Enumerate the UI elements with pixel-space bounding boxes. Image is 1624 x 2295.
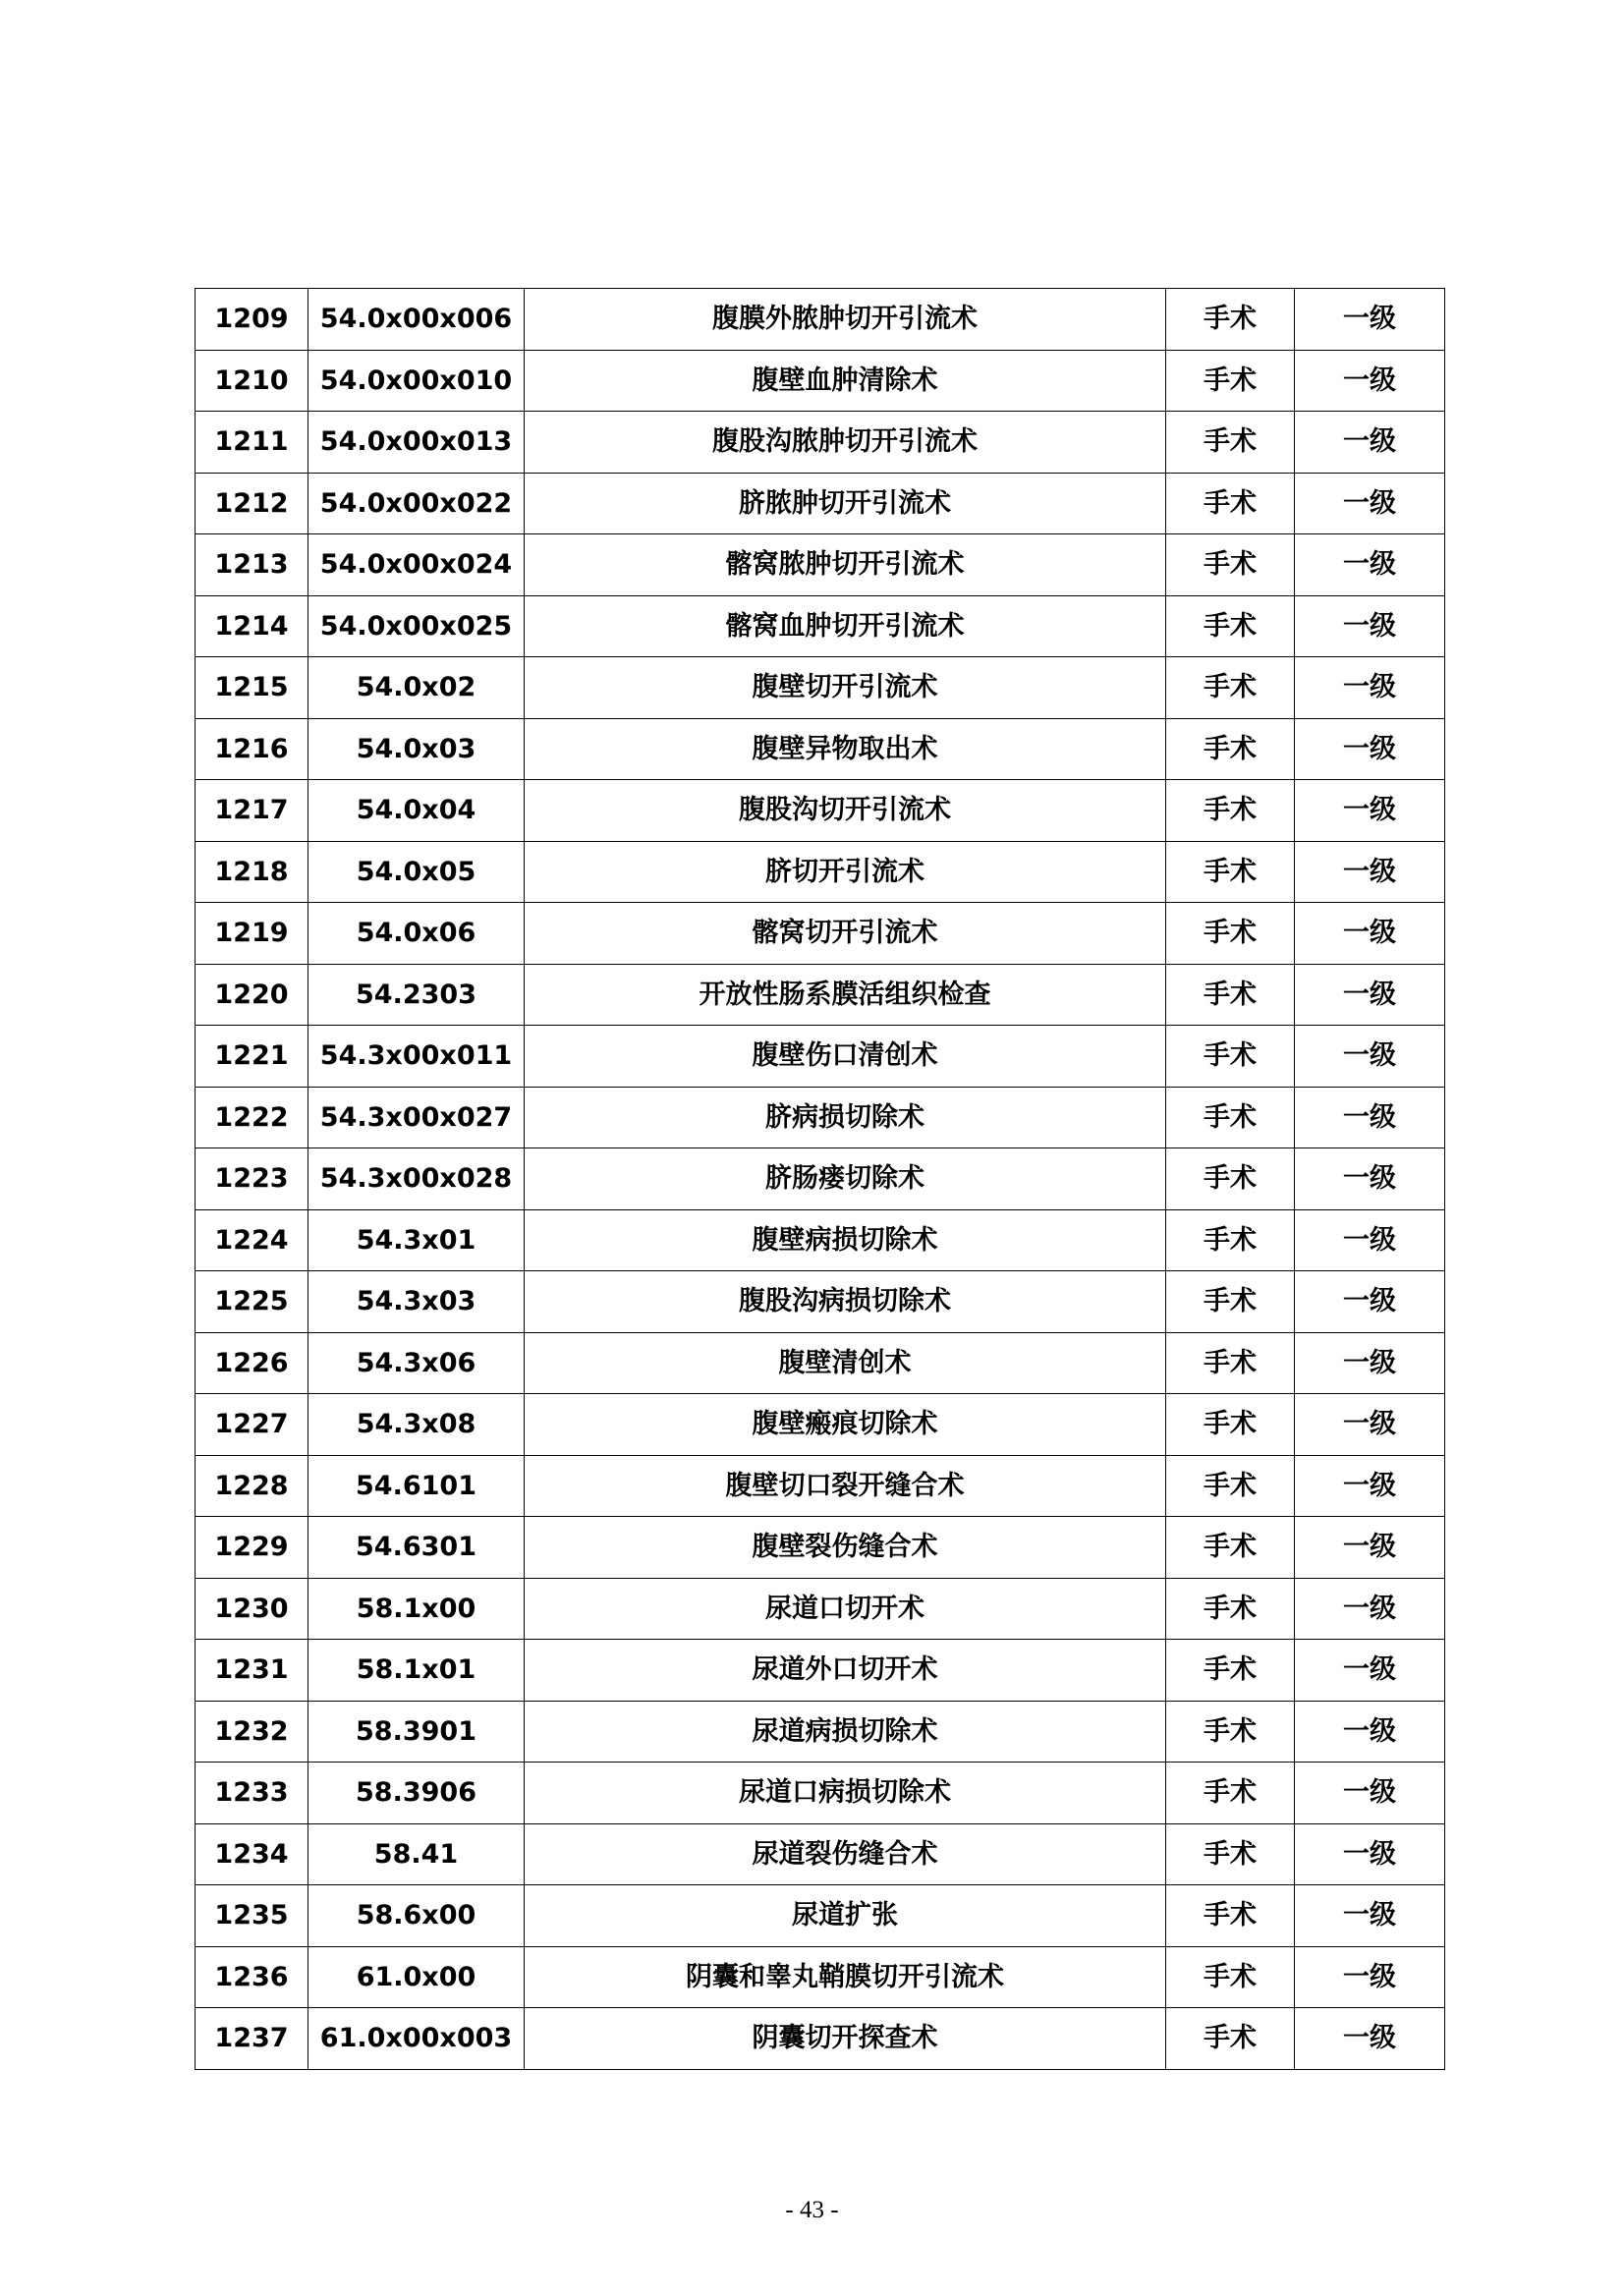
procedure-code-cell: 54.0x00x013	[308, 412, 525, 474]
page-number: - 43 -	[785, 2197, 839, 2223]
row-seq-cell: 1226	[196, 1332, 308, 1394]
procedure-name-cell: 腹壁切开引流术	[525, 657, 1166, 719]
procedure-name-cell: 尿道口病损切除术	[525, 1763, 1166, 1824]
procedure-type-cell: 手术	[1166, 1578, 1295, 1640]
procedure-code-cell: 54.0x06	[308, 903, 525, 965]
procedure-level-cell: 一级	[1295, 1578, 1445, 1640]
row-seq-cell: 1214	[196, 595, 308, 657]
procedure-level-cell: 一级	[1295, 780, 1445, 842]
table-row	[196, 534, 1445, 596]
row-seq-cell: 1217	[196, 780, 308, 842]
procedure-type-cell: 手术	[1166, 350, 1295, 412]
procedure-name-cell: 腹壁血肿清除术	[525, 350, 1166, 412]
procedure-code-cell: 54.3x06	[308, 1332, 525, 1394]
procedure-name-cell: 尿道病损切除术	[525, 1701, 1166, 1763]
procedure-type-cell: 手术	[1166, 780, 1295, 842]
procedure-code-cell: 54.3x00x028	[308, 1148, 525, 1210]
row-seq-cell: 1227	[196, 1394, 308, 1456]
row-seq-cell: 1211	[196, 412, 308, 474]
table-row	[196, 964, 1445, 1026]
table-row	[196, 1087, 1445, 1148]
procedure-type-cell: 手术	[1166, 1087, 1295, 1148]
procedure-name-cell: 开放性肠系膜活组织检查	[525, 964, 1166, 1026]
procedure-type-cell: 手术	[1166, 473, 1295, 534]
procedure-level-cell: 一级	[1295, 1394, 1445, 1456]
procedure-level-cell: 一级	[1295, 1209, 1445, 1271]
procedure-name-cell: 腹壁切口裂开缝合术	[525, 1455, 1166, 1517]
table-row	[196, 1332, 1445, 1394]
row-seq-cell: 1236	[196, 1946, 308, 2008]
row-seq-cell: 1215	[196, 657, 308, 719]
table-row	[196, 1455, 1445, 1517]
procedure-level-cell: 一级	[1295, 1026, 1445, 1088]
procedure-type-cell: 手术	[1166, 1209, 1295, 1271]
procedure-code-cell: 54.2303	[308, 964, 525, 1026]
procedure-code-cell: 54.3x00x027	[308, 1087, 525, 1148]
row-seq-cell: 1209	[196, 289, 308, 351]
procedure-type-cell: 手术	[1166, 412, 1295, 474]
row-seq-cell: 1220	[196, 964, 308, 1026]
table-row	[196, 289, 1445, 351]
procedure-type-cell: 手术	[1166, 718, 1295, 780]
procedure-code-cell: 61.0x00x003	[308, 2008, 525, 2070]
procedure-name-cell: 尿道口切开术	[525, 1578, 1166, 1640]
row-seq-cell: 1213	[196, 534, 308, 596]
table-row	[196, 1578, 1445, 1640]
row-seq-cell: 1231	[196, 1640, 308, 1702]
procedure-type-cell: 手术	[1166, 1517, 1295, 1579]
procedure-level-cell: 一级	[1295, 1885, 1445, 1947]
procedure-name-cell: 髂窝血肿切开引流术	[525, 595, 1166, 657]
procedure-code-cell: 54.0x00x010	[308, 350, 525, 412]
procedure-type-cell: 手术	[1166, 1148, 1295, 1210]
table-row	[196, 718, 1445, 780]
table-row	[196, 595, 1445, 657]
row-seq-cell: 1219	[196, 903, 308, 965]
procedure-code-cell: 54.3x08	[308, 1394, 525, 1456]
table-row	[196, 1271, 1445, 1333]
procedure-level-cell: 一级	[1295, 1517, 1445, 1579]
procedure-type-cell: 手术	[1166, 1946, 1295, 2008]
table-row	[196, 1026, 1445, 1088]
row-seq-cell: 1225	[196, 1271, 308, 1333]
procedure-level-cell: 一级	[1295, 1946, 1445, 2008]
procedure-name-cell: 脐肠瘘切除术	[525, 1148, 1166, 1210]
table-row	[196, 2008, 1445, 2070]
procedure-code-cell: 54.0x04	[308, 780, 525, 842]
procedure-code-cell: 54.3x01	[308, 1209, 525, 1271]
procedure-name-cell: 腹股沟病损切除术	[525, 1271, 1166, 1333]
row-seq-cell: 1235	[196, 1885, 308, 1947]
procedure-level-cell: 一级	[1295, 841, 1445, 903]
procedure-level-cell: 一级	[1295, 1332, 1445, 1394]
procedure-level-cell: 一级	[1295, 412, 1445, 474]
procedure-code-cell: 54.0x02	[308, 657, 525, 719]
procedure-table	[195, 288, 1445, 2070]
procedure-code-cell: 54.0x00x024	[308, 534, 525, 596]
procedure-type-cell: 手术	[1166, 1763, 1295, 1824]
procedure-level-cell: 一级	[1295, 1087, 1445, 1148]
procedure-level-cell: 一级	[1295, 964, 1445, 1026]
procedure-code-cell: 58.6x00	[308, 1885, 525, 1947]
row-seq-cell: 1212	[196, 473, 308, 534]
procedure-name-cell: 脐切开引流术	[525, 841, 1166, 903]
procedure-level-cell: 一级	[1295, 903, 1445, 965]
row-seq-cell: 1224	[196, 1209, 308, 1271]
procedure-type-cell: 手术	[1166, 1885, 1295, 1947]
procedure-level-cell: 一级	[1295, 1701, 1445, 1763]
procedure-level-cell: 一级	[1295, 350, 1445, 412]
procedure-type-cell: 手术	[1166, 2008, 1295, 2070]
table-row	[196, 1701, 1445, 1763]
procedure-level-cell: 一级	[1295, 657, 1445, 719]
procedure-code-cell: 58.41	[308, 1823, 525, 1885]
procedure-code-cell: 54.6101	[308, 1455, 525, 1517]
table-row	[196, 780, 1445, 842]
procedure-level-cell: 一级	[1295, 2008, 1445, 2070]
row-seq-cell: 1234	[196, 1823, 308, 1885]
row-seq-cell: 1233	[196, 1763, 308, 1824]
table-row	[196, 903, 1445, 965]
procedure-name-cell: 腹股沟脓肿切开引流术	[525, 412, 1166, 474]
procedure-type-cell: 手术	[1166, 1394, 1295, 1456]
procedure-type-cell: 手术	[1166, 903, 1295, 965]
procedure-type-cell: 手术	[1166, 964, 1295, 1026]
procedure-name-cell: 腹壁伤口清创术	[525, 1026, 1166, 1088]
procedure-level-cell: 一级	[1295, 595, 1445, 657]
procedure-type-cell: 手术	[1166, 1701, 1295, 1763]
procedure-level-cell: 一级	[1295, 718, 1445, 780]
procedure-name-cell: 腹壁病损切除术	[525, 1209, 1166, 1271]
procedure-code-cell: 58.3906	[308, 1763, 525, 1824]
table-row	[196, 841, 1445, 903]
row-seq-cell: 1222	[196, 1087, 308, 1148]
table-row	[196, 1946, 1445, 2008]
procedure-type-cell: 手术	[1166, 1271, 1295, 1333]
procedure-code-cell: 54.0x03	[308, 718, 525, 780]
procedure-code-cell: 54.6301	[308, 1517, 525, 1579]
procedure-code-cell: 54.3x03	[308, 1271, 525, 1333]
procedure-name-cell: 髂窝脓肿切开引流术	[525, 534, 1166, 596]
table-row	[196, 350, 1445, 412]
procedure-level-cell: 一级	[1295, 1148, 1445, 1210]
table-row	[196, 1640, 1445, 1702]
table-row	[196, 1209, 1445, 1271]
table-row	[196, 657, 1445, 719]
row-seq-cell: 1228	[196, 1455, 308, 1517]
procedure-type-cell: 手术	[1166, 1823, 1295, 1885]
row-seq-cell: 1221	[196, 1026, 308, 1088]
table-row	[196, 1394, 1445, 1456]
row-seq-cell: 1223	[196, 1148, 308, 1210]
procedure-type-cell: 手术	[1166, 289, 1295, 351]
procedure-name-cell: 尿道裂伤缝合术	[525, 1823, 1166, 1885]
procedure-name-cell: 阴囊和睾丸鞘膜切开引流术	[525, 1946, 1166, 2008]
procedure-name-cell: 腹膜外脓肿切开引流术	[525, 289, 1166, 351]
procedure-level-cell: 一级	[1295, 1455, 1445, 1517]
procedure-name-cell: 尿道外口切开术	[525, 1640, 1166, 1702]
procedure-type-cell: 手术	[1166, 1455, 1295, 1517]
procedure-table-body	[196, 289, 1445, 2070]
procedure-code-cell: 58.1x01	[308, 1640, 525, 1702]
procedure-code-cell: 54.0x05	[308, 841, 525, 903]
procedure-name-cell: 腹壁裂伤缝合术	[525, 1517, 1166, 1579]
procedure-name-cell: 髂窝切开引流术	[525, 903, 1166, 965]
procedure-type-cell: 手术	[1166, 1026, 1295, 1088]
procedure-type-cell: 手术	[1166, 841, 1295, 903]
procedure-code-cell: 61.0x00	[308, 1946, 525, 2008]
procedure-name-cell: 腹壁异物取出术	[525, 718, 1166, 780]
row-seq-cell: 1237	[196, 2008, 308, 2070]
procedure-type-cell: 手术	[1166, 1332, 1295, 1394]
procedure-type-cell: 手术	[1166, 657, 1295, 719]
table-row	[196, 473, 1445, 534]
procedure-name-cell: 腹壁清创术	[525, 1332, 1166, 1394]
procedure-code-cell: 54.0x00x006	[308, 289, 525, 351]
procedure-type-cell: 手术	[1166, 1640, 1295, 1702]
row-seq-cell: 1218	[196, 841, 308, 903]
procedure-level-cell: 一级	[1295, 289, 1445, 351]
procedure-code-cell: 54.0x00x022	[308, 473, 525, 534]
table-row	[196, 1823, 1445, 1885]
procedure-level-cell: 一级	[1295, 473, 1445, 534]
procedure-level-cell: 一级	[1295, 1823, 1445, 1885]
procedure-name-cell: 腹股沟切开引流术	[525, 780, 1166, 842]
procedure-level-cell: 一级	[1295, 1640, 1445, 1702]
row-seq-cell: 1232	[196, 1701, 308, 1763]
procedure-name-cell: 尿道扩张	[525, 1885, 1166, 1947]
table-row	[196, 1148, 1445, 1210]
row-seq-cell: 1210	[196, 350, 308, 412]
table-row	[196, 412, 1445, 474]
procedure-name-cell: 阴囊切开探查术	[525, 2008, 1166, 2070]
procedure-name-cell: 脐病损切除术	[525, 1087, 1166, 1148]
procedure-name-cell: 腹壁瘢痕切除术	[525, 1394, 1166, 1456]
row-seq-cell: 1230	[196, 1578, 308, 1640]
row-seq-cell: 1229	[196, 1517, 308, 1579]
procedure-code-cell: 58.3901	[308, 1701, 525, 1763]
table-row	[196, 1517, 1445, 1579]
procedure-level-cell: 一级	[1295, 534, 1445, 596]
table-row	[196, 1885, 1445, 1947]
procedure-type-cell: 手术	[1166, 595, 1295, 657]
table-row	[196, 1763, 1445, 1824]
procedure-level-cell: 一级	[1295, 1271, 1445, 1333]
row-seq-cell: 1216	[196, 718, 308, 780]
procedure-name-cell: 脐脓肿切开引流术	[525, 473, 1166, 534]
procedure-level-cell: 一级	[1295, 1763, 1445, 1824]
procedure-code-cell: 54.0x00x025	[308, 595, 525, 657]
procedure-type-cell: 手术	[1166, 534, 1295, 596]
procedure-code-cell: 54.3x00x011	[308, 1026, 525, 1088]
procedure-code-cell: 58.1x00	[308, 1578, 525, 1640]
